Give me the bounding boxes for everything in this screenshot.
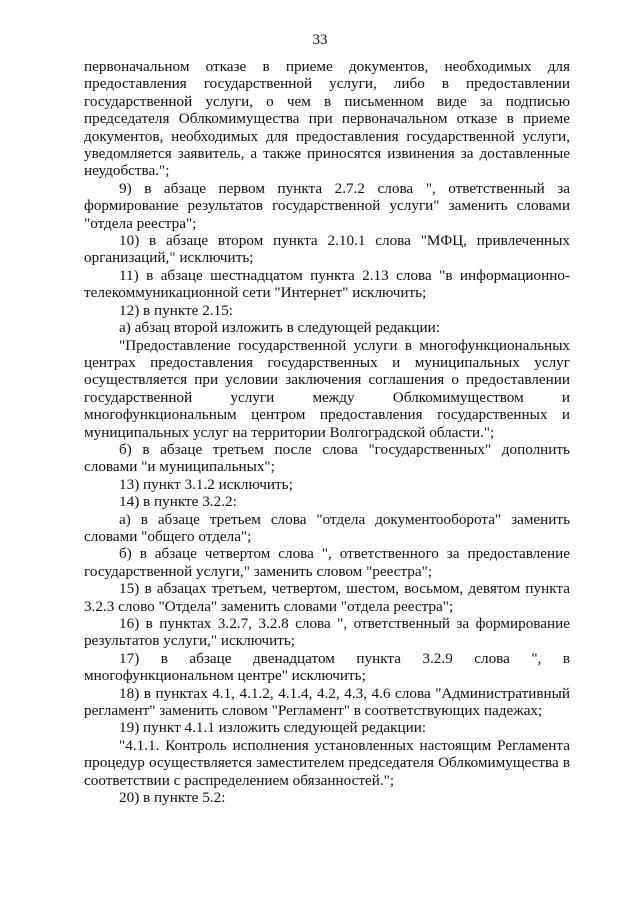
paragraph: а) в абзаце третьем слова "отдела документооборота" заменить словами "общего отдела"; [84, 510, 570, 545]
paragraph: "4.1.1. Контроль исполнения установленных настоящим Регламента процедур осуществляется заместителем председателя Облкомимущества в соответствии с распределением обязанностей."; [84, 736, 570, 789]
paragraph: 13) пункт 3.1.2 исключить; [119, 475, 293, 493]
document-body [84, 58, 570, 806]
paragraph: 17) в абзаце двенадцатом пункта 3.2.9 слова ", в многофункциональном центре" исключить; [84, 649, 570, 685]
paragraph: 14) в пункте 3.2.2: [119, 493, 237, 511]
paragraph: первоначальном отказе в приеме документов, необходимых для предоставления государственной услуги, либо в предоставлении государственной услуги, о чем в письменном виде за подписью председателя Облкомимущества при первоначальном отказе в приеме документов, необходимых для предоставления государственной услуги, уведомляется заявитель, а также приносятся извинения за доставленные неудобства."; [84, 58, 570, 180]
paragraph: "Предоставление государственной услуги в многофункциональных центрах предоставления государственных и муниципальных услуг осуществляется при условии заключения соглашения о предоставлении государственной услуги между Облкомимуществом и многофункциональным центром предоставления государственных и муниципальных услуг на территории Волгоградской области."; [84, 336, 570, 441]
paragraph: 15) в абзацах третьем, четвертом, шестом, восьмом, девятом пункта 3.2.3 слово "Отдела" заменить словами "отдела реестра"; [84, 580, 570, 615]
paragraph: 19) пункт 4.1.1 изложить следующей редакции: [119, 719, 427, 737]
paragraph: 12) в пункте 2.15: [119, 301, 234, 319]
paragraph: а) абзац второй изложить в следующей редакции: [119, 319, 441, 337]
page-number: 33 [312, 32, 328, 48]
paragraph: б) в абзаце четвертом слова ", ответственного за предоставление государственной услуги," заменить словом "реестра"; [84, 545, 570, 580]
paragraph: 9) в абзаце первом пункта 2.7.2 слова ", ответственный за формирование результатов государственной услуги" заменить словами "отдела реестра"; [84, 179, 570, 232]
paragraph: 11) в абзаце шестнадцатом пункта 2.13 слова "в информационно-телекоммуникационной сети "Интернет" исключить; [84, 266, 570, 302]
paragraph: 16) в пунктах 3.2.7, 3.2.8 слова ", ответственный за формирование результатов услуги," исключить; [84, 615, 570, 650]
paragraph: 20) в пункте 5.2: [119, 789, 226, 807]
paragraph: 10) в абзаце втором пункта 2.10.1 слова "МФЦ, привлеченных организаций," исключить; [84, 232, 570, 267]
paragraph: б) в абзаце третьем после слова "государственных" дополнить словами "и муниципальных"; [84, 440, 570, 476]
paragraph: 18) в пунктах 4.1, 4.1.2, 4.1.4, 4.2, 4.3, 4.6 слова "Административный регламент" заменить словом "Регламент" в соответствующих падежах; [84, 684, 570, 720]
